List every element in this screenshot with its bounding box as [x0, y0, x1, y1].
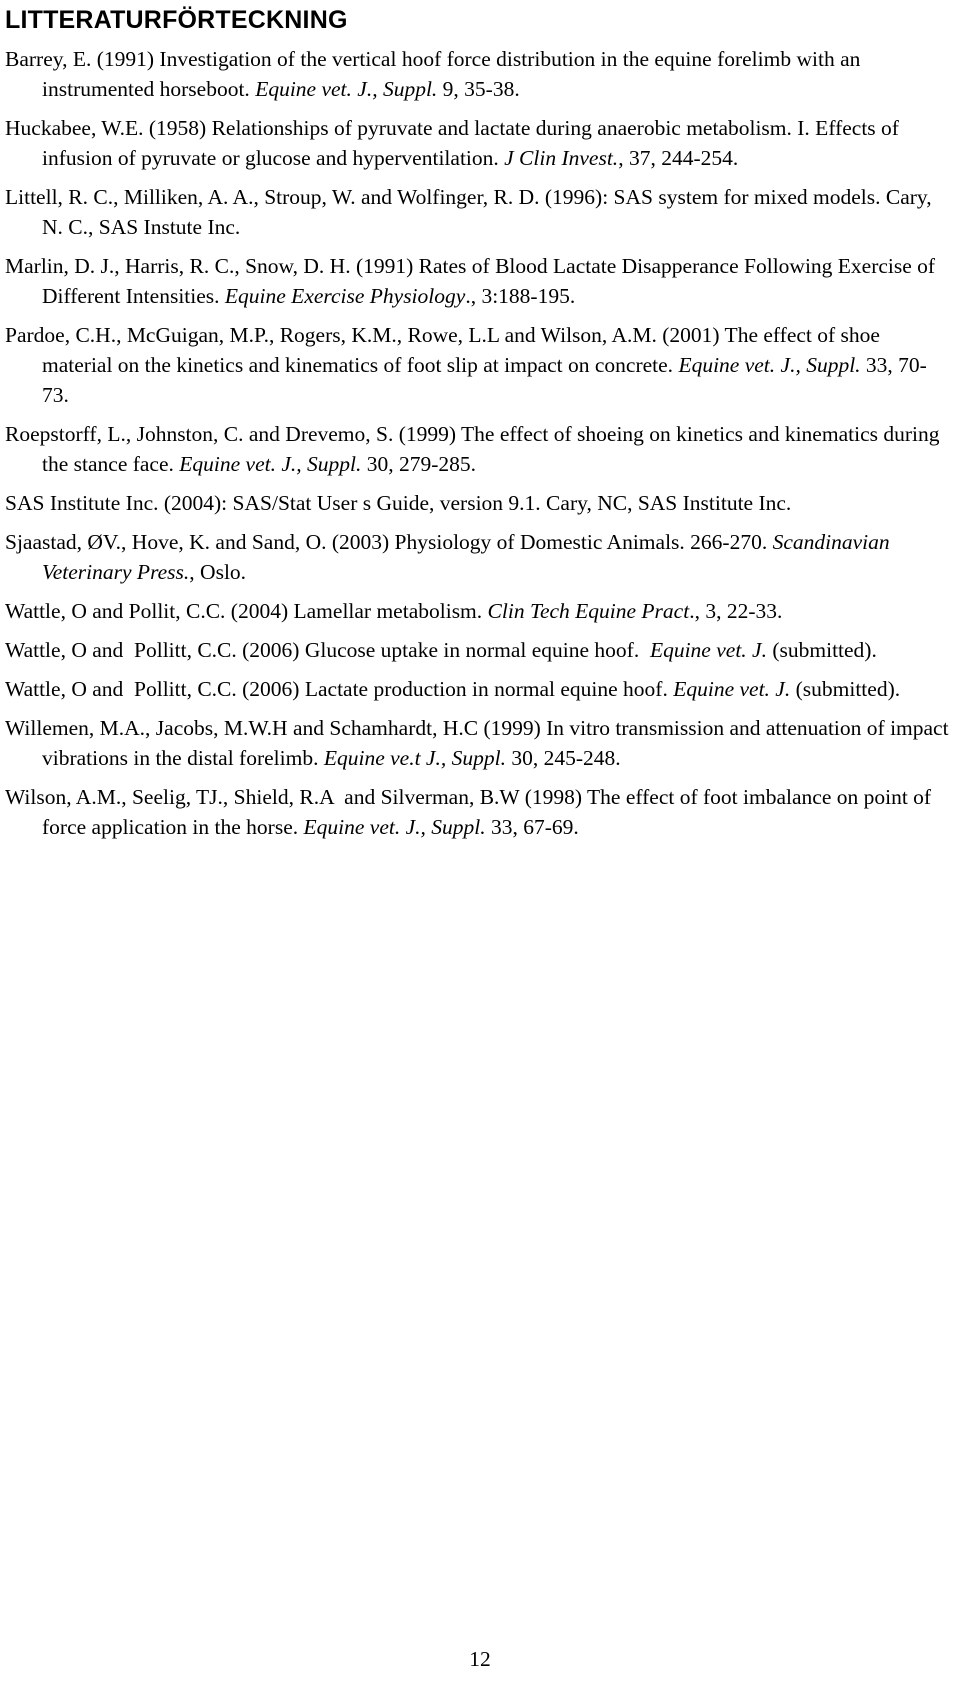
reference-entry: [5, 44, 953, 104]
reference-source-italic: Equine vet. J.: [649, 638, 767, 662]
reference-entry: [5, 113, 953, 173]
reference-text: 30, 245-248.: [505, 746, 621, 770]
reference-text: ., 3:188-195.: [465, 284, 576, 308]
reference-text: , 37, 244-254.: [618, 146, 739, 170]
reference-text: (submitted).: [766, 638, 877, 662]
reference-entry: [5, 674, 953, 704]
reference-entry: [5, 713, 953, 773]
reference-text: Huckabee, W.E. (1958) Relationships of pyruvate and lactate during anaerobic metabolism. I. Effects of infusion of pyruvate or glucose and hyperventilation.: [5, 116, 905, 170]
reference-text: Sjaastad, ØV., Hove, K. and Sand, O. (2003) Physiology of Domestic Animals. 266-270.: [5, 530, 773, 554]
reference-source-italic: Equine vet. J., Suppl.: [303, 815, 486, 839]
reference-source-italic: Equine vet. J., Suppl.: [179, 452, 362, 476]
section-heading: LITTERATURFÖRTECKNING: [5, 6, 348, 34]
reference-text: Barrey, E. (1991) Investigation of the vertical hoof force distribution in the equine forelimb with an instrumented horseboot.: [5, 47, 866, 101]
reference-text: Wilson, A.M., Seelig, TJ., Shield, R.A and Silverman, B.W (1998) The effect of foot imbalance on point of force application in the horse.: [5, 785, 937, 839]
reference-source-italic: Equine vet. J.: [673, 677, 791, 701]
reference-text: 30, 279-285.: [361, 452, 477, 476]
reference-text: Roepstorff, L., Johnston, C. and Drevemo, S. (1999) The effect of shoeing on kinetics and kinematics during the stance face.: [5, 422, 945, 476]
reference-text: Wattle, O and Pollitt, C.C. (2006) Glucose uptake in normal equine hoof.: [5, 638, 650, 662]
reference-source-italic: Scandinavian Veterinary Press.: [42, 530, 895, 584]
reference-source-italic: Equine Exercise Physiology: [224, 284, 466, 308]
reference-text: Littell, R. C., Milliken, A. A., Stroup, W. and Wolfinger, R. D. (1996): SAS system for mixed models. Cary, N. C., SAS Instute Inc.: [5, 185, 938, 239]
reference-text: SAS Institute Inc. (2004): SAS/Stat User s Guide, version 9.1. Cary, NC, SAS Institute Inc.: [5, 491, 792, 515]
reference-source-italic: Equine vet. J., Suppl.: [678, 353, 861, 377]
reference-text: Wattle, O and Pollit, C.C. (2004) Lamellar metabolism.: [5, 599, 488, 623]
reference-entry: [5, 488, 953, 518]
reference-text: 9, 35-38.: [437, 77, 520, 101]
reference-entry: [5, 527, 953, 587]
reference-source-italic: Clin Tech Equine Pract: [487, 599, 690, 623]
reference-text: Marlin, D. J., Harris, R. C., Snow, D. H. (1991) Rates of Blood Lactate Disapperance Following Exercise of Different Intensities.: [5, 254, 941, 308]
reference-entry: [5, 596, 953, 626]
reference-entry: [5, 782, 953, 842]
reference-entry: [5, 419, 953, 479]
reference-entry: [5, 635, 953, 665]
reference-text: 33, 67-69.: [485, 815, 579, 839]
reference-text: 33, 70-73.: [42, 353, 927, 407]
reference-text: Willemen, M.A., Jacobs, M.W.H and Schamhardt, H.C (1999) In vitro transmission and attenuation of impact vibrations in the distal forelimb.: [5, 716, 954, 770]
reference-text: Wattle, O and Pollitt, C.C. (2006) Lactate production in normal equine hoof.: [5, 677, 674, 701]
reference-text: (submitted).: [790, 677, 901, 701]
reference-entry: [5, 320, 953, 410]
reference-source-italic: Equine vet. J., Suppl.: [255, 77, 438, 101]
reference-text: Pardoe, C.H., McGuigan, M.P., Rogers, K.M., Rowe, L.L and Wilson, A.M. (2001) The effect of shoe material on the kinetics and kinematics of foot slip at impact on concrete.: [5, 323, 886, 377]
page-number: 12: [469, 1647, 491, 1671]
reference-source-italic: Equine ve.t J., Suppl.: [323, 746, 506, 770]
reference-source-italic: J Clin Invest.: [504, 146, 619, 170]
reference-entry: [5, 182, 953, 242]
reference-text: , Oslo.: [189, 560, 247, 584]
reference-text: ., 3, 22-33.: [689, 599, 783, 623]
reference-list: [5, 44, 953, 851]
reference-entry: [5, 251, 953, 311]
